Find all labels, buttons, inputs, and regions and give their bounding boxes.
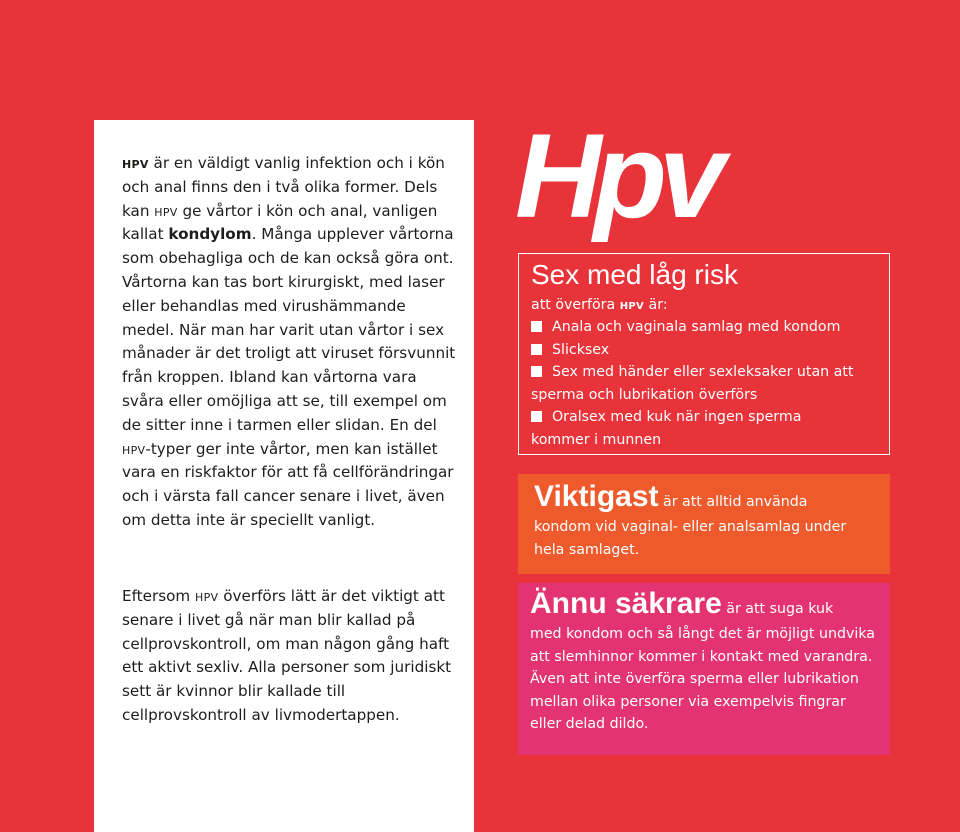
most-important-heading: Viktigast <box>534 480 659 513</box>
low-risk-list <box>531 316 876 451</box>
square-bullet-icon <box>531 366 542 377</box>
hpv-term: hpv <box>619 297 645 313</box>
list-item-text: Oralsex med kuk när ingen sperma <box>552 409 802 425</box>
hpv-logo <box>515 112 765 262</box>
inline-text: är att suga kuk <box>721 601 834 617</box>
most-important-text: kondom vid vaginal- eller analsamlag under hela samlaget. <box>534 519 847 558</box>
paragraph-text: . Många upplever vårtorna som obehagliga och de kan också göra ont. Vårtorna kan tas bort kirurgiskt, med laser eller behandlas med virushämmande medel. När man har varit utan vårtor i sex månader är det troligt att viruset försvunnit från kroppen. Ibland kan vårtorna vara svåra eller omöjliga att se, till exempel om de sitter inne i tarmen eller slidan. En del <box>122 225 456 434</box>
kondylom-term: kondylom <box>168 225 252 244</box>
lead-text: är: <box>644 297 668 313</box>
list-item <box>531 316 876 339</box>
hpv-term: hpv <box>122 439 146 458</box>
safer-first-line <box>530 589 833 621</box>
list-item-continuation: sperma och lubrikation överförs <box>531 386 758 403</box>
low-risk-box <box>518 253 890 455</box>
paragraph-text: -typer ger inte vårtor, men kan istället vara en riskfaktor för att få cellförändringar och i värsta fall cancer senare i livet, även om detta inte är speciellt vanligt. <box>122 439 454 529</box>
safer-box <box>518 583 890 755</box>
list-item-continuation: kommer i munnen <box>531 431 662 448</box>
most-important-first-line <box>534 482 807 514</box>
list-item <box>531 361 876 406</box>
square-bullet-icon <box>531 344 542 355</box>
list-item <box>531 339 876 362</box>
paragraph-text: är en väldigt vanlig infektion och i kön och anal finns den i två olika former. Dels kan <box>122 154 445 220</box>
hpv-info-paragraph <box>122 152 462 533</box>
list-item-text: Sex med händer eller sexleksaker utan att <box>552 364 854 380</box>
square-bullet-icon <box>531 321 542 332</box>
low-risk-lead <box>531 294 668 317</box>
hpv-logo-text: Hpv <box>515 112 718 243</box>
paragraph-text: Eftersom <box>122 587 196 605</box>
lead-text: att överföra <box>531 297 620 313</box>
hpv-term: hpv <box>154 201 178 220</box>
inline-text: är att alltid använda <box>658 494 808 510</box>
safer-text: med kondom och så långt det är möjligt undvika att slemhinnor kommer i kontakt med varandra. Även att inte överföra sperma eller lubrikation mellan olika personer via exempelvis fingrar eller delad dildo. <box>530 626 875 732</box>
list-item <box>531 406 876 451</box>
square-bullet-icon <box>531 411 542 422</box>
safer-heading: Ännu säkrare <box>530 587 722 620</box>
low-risk-heading: Sex med låg risk <box>531 259 738 290</box>
list-item-text: Anala och vaginala samlag med kondom <box>552 319 841 335</box>
screening-paragraph <box>122 585 462 728</box>
hpv-term: hpv <box>195 587 219 605</box>
paragraph-text: ge vårtor i kön och anal, vanligen kallat <box>122 201 438 244</box>
hpv-term: hpv <box>122 154 149 172</box>
list-item-text: Slicksex <box>552 341 610 358</box>
paragraph-text: överförs lätt är det viktigt att senare i livet gå när man blir kallad på cellprovskontroll, om man någon gång haft ett aktivt sexliv. Alla personer som juridiskt sett är kvinnor blir kallade till cellprovskontroll av livmodertappen. <box>122 587 452 724</box>
most-important-box <box>518 474 890 574</box>
